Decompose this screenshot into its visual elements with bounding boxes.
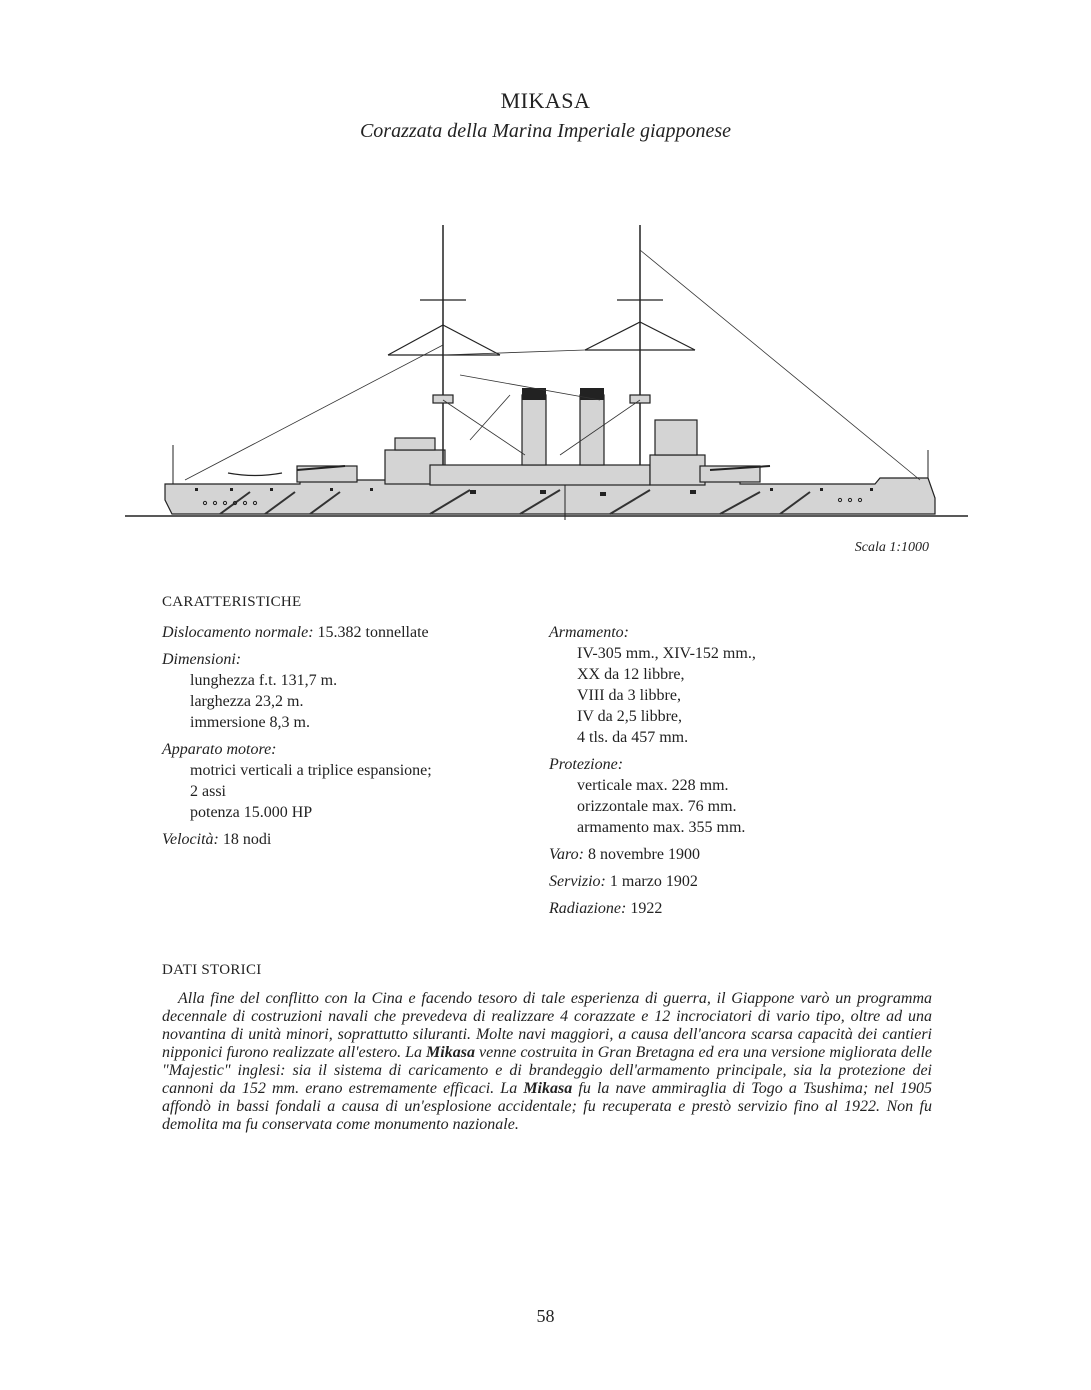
armament-line: XX da 12 libbre, bbox=[577, 666, 685, 683]
dimensions-beam: larghezza 23,2 m. bbox=[190, 693, 304, 710]
dimensions-draft: immersione 8,3 m. bbox=[190, 714, 310, 731]
launch-row: Varo: 8 novembre 1900 bbox=[549, 846, 700, 863]
ship-profile-drawing bbox=[0, 200, 1091, 540]
speed-row: Velocità: 18 nodi bbox=[162, 831, 272, 848]
specs-left-column bbox=[162, 622, 542, 850]
engine-power: potenza 15.000 HP bbox=[190, 804, 313, 821]
engine-type: motrici verticali a triplice espansione; bbox=[190, 762, 432, 779]
armament-line: 4 tls. da 457 mm. bbox=[577, 729, 689, 746]
page-title: MIKASA bbox=[500, 88, 591, 113]
armament-line: IV-305 mm., XIV-152 mm., bbox=[577, 645, 756, 662]
protection-label: Protezione: bbox=[549, 756, 624, 773]
protection-line: armamento max. 355 mm. bbox=[577, 819, 746, 836]
history-heading: DATI STORICI bbox=[162, 962, 262, 978]
dimensions-label: Dimensioni: bbox=[162, 651, 242, 668]
specs-right-column bbox=[549, 622, 929, 919]
ship-name: Mikasa bbox=[523, 1080, 573, 1097]
armament-line: VIII da 3 libbre, bbox=[577, 687, 681, 704]
history-paragraph: Alla fine del conflitto con la Cina e facendo tesoro di tale esperienza di guerra, il Giappone varò un programma decennale di costruzioni navali che prevedeva di realizzare 4 corazzate e 12 incrociatori di vario tipo, oltre ad una novantina di unità minori, soprattutto siluranti. Molte navi maggiori, a causa dell'ancora scarsa capacità dei cantieri nipponici furono realizzate all'estero. La Mikasa venne costruita in Gran Bretagna ed era una versione migliorata delle "Majestic" inglesi: sia il sistema di caricamento e di brandeggio dell'armamento principale, sia la protezione dei cannoni da 152 mm. erano estremamente efficaci. La Mikasa fu la nave ammiraglia di Togo a Tsushima; nel 1905 affondò in bassi fondali a causa di un'esplosione accidentale; fu recuperata e prestò servizio fino al 1922. Non fu demolita ma fu conservata come monumento nazionale. bbox=[162, 990, 933, 1133]
page-number: 58 bbox=[536, 1306, 555, 1326]
armament-label: Armamento: bbox=[549, 624, 629, 641]
displacement-row: Dislocamento normale: 15.382 tonnellate bbox=[162, 624, 429, 641]
engine-label: Apparato motore: bbox=[162, 741, 277, 758]
engine-shafts: 2 assi bbox=[190, 783, 226, 800]
ship-name: Mikasa bbox=[426, 1044, 475, 1061]
page-subtitle: Corazzata della Marina Imperiale giapponese bbox=[359, 120, 732, 142]
decommission-row: Radiazione: 1922 bbox=[549, 900, 663, 917]
protection-line: orizzontale max. 76 mm. bbox=[577, 798, 737, 815]
fore-funnel bbox=[522, 395, 546, 465]
armament-line: IV da 2,5 libbre, bbox=[577, 708, 683, 725]
service-row: Servizio: 1 marzo 1902 bbox=[549, 873, 698, 890]
dimensions-length: lunghezza f.t. 131,7 m. bbox=[190, 672, 338, 689]
protection-line: verticale max. 228 mm. bbox=[577, 777, 729, 794]
aft-funnel bbox=[580, 395, 604, 465]
scale-label: Scala 1:1000 bbox=[854, 540, 929, 555]
characteristics-heading: CARATTERISTICHE bbox=[162, 594, 302, 610]
